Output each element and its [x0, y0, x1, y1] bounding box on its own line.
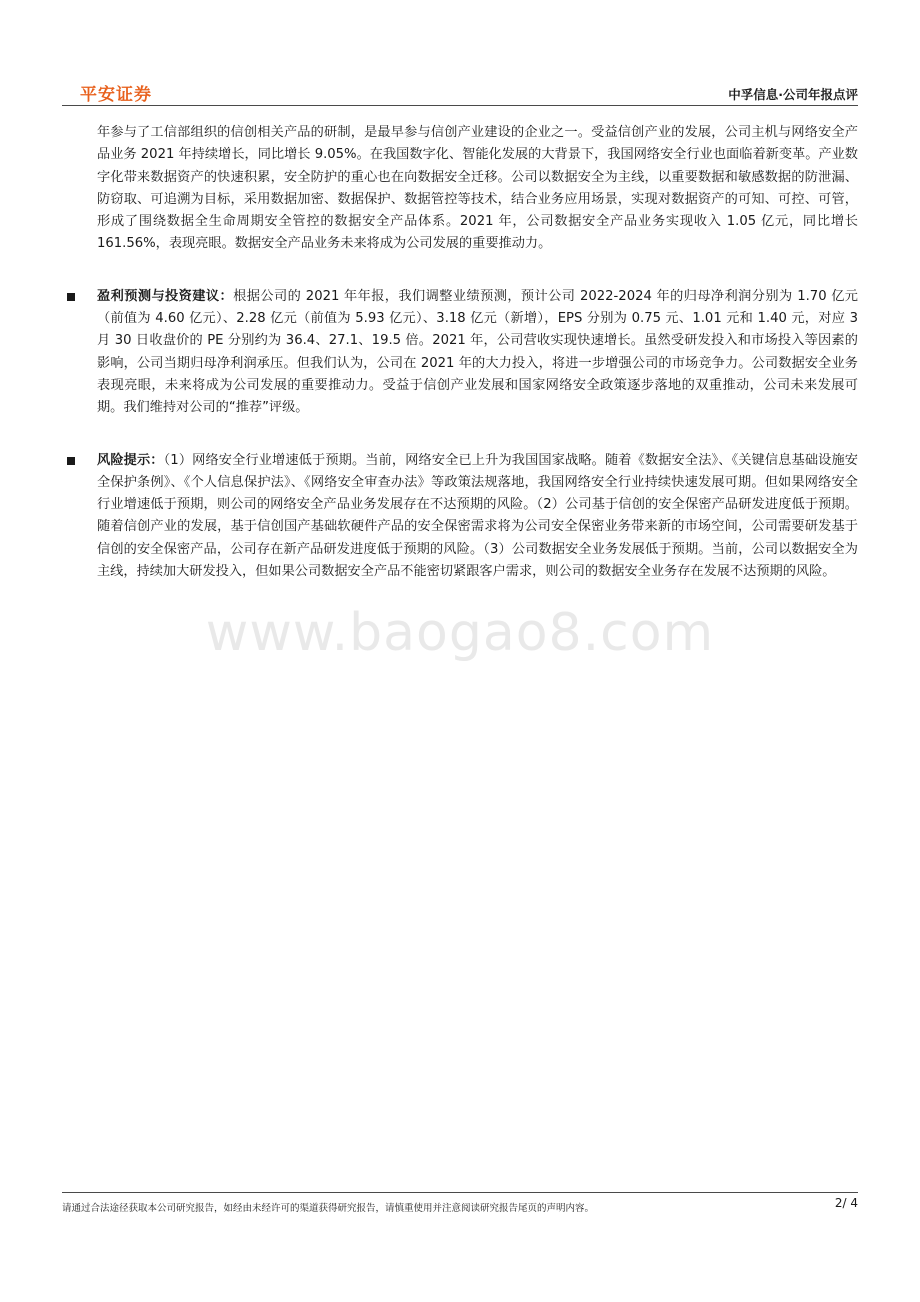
forecast-text: 根据公司的 2021 年年报，我们调整业绩预测，预计公司 2022-2024 年的归母净利润分别为 1.70 亿元（前值为 4.60 亿元）、2.28 亿元（前值为 5.93 亿元）、3.18 亿元（新增），EPS 分别为 0.75 元、1.01 元和 1.40 元，对应 3 月 30 日收盘价的 PE 分别约为 36.4、27.1、19.5 倍。2021 年，公司营收实现快速增长。虽然受研发投入和市场投入等因素的影响，公司当期归母净利润承压。但我们认为，公司在 2021 年的大力投入，将进一步增强公司的市场竞争力。公司数据安全业务表现亮眼，未来将成为公司发展的重要推动力。受益于信创产业发展和国家网络安全政策逐步落地的双重推动，公司未来发展可期。我们维持对公司的“推荐”评级。	[97, 288, 858, 416]
page-header	[0, 0, 920, 110]
forecast-heading: 盈利预测与投资建议：	[97, 288, 234, 304]
risk-heading: 风险提示：	[97, 452, 164, 468]
watermark: www.baogao8.com	[205, 603, 715, 663]
bullet-square-icon	[67, 457, 75, 465]
forecast-paragraph	[97, 286, 858, 420]
risk-text: （1）网络安全行业增速低于预期。当前，网络安全已上升为我国国家战略。随着《数据安全法》、《关键信息基础设施安全保护条例》、《个人信息保护法》、《网络安全审查办法》等政策法规落地，我国网络安全行业持续快速发展可期。但如果网络安全行业增速低于预期，则公司的网络安全产品业务发展存在不达预期的风险。（2）公司基于信创的安全保密产品研发进度低于预期。随着信创产业的发展，基于信创国产基础软硬件产品的安全保密需求将为公司安全保密业务带来新的市场空间，公司需要研发基于信创的安全保密产品，公司存在新产品研发进度低于预期的风险。（3）公司数据安全业务发展低于预期。当前，公司以数据安全为主线，持续加大研发投入，但如果公司数据安全产品不能密切紧跟客户需求，则公司的数据安全业务存在发展不达预期的风险。	[97, 452, 858, 580]
report-body	[0, 122, 920, 613]
bullet-square-icon	[67, 293, 75, 301]
footer-disclaimer: 请通过合法途径获取本公司研究报告，如经由未经许可的渠道获得研究报告，请慎重使用并注意阅读研究报告尾页的声明内容。	[62, 1203, 595, 1214]
page-number: 2/ 4	[834, 1196, 858, 1210]
footer-divider	[62, 1192, 858, 1193]
report-type-label: 中孚信息·公司年报点评	[728, 87, 858, 102]
header-divider	[62, 105, 858, 106]
business-paragraph: 年参与了工信部组织的信创相关产品的研制，是最早参与信创产业建设的企业之一。受益信创产业的发展，公司主机与网络安全产品业务 2021 年持续增长，同比增长 9.05%。在我国数字化、智能化发展的大背景下，我国网络安全行业也面临着新变革。产业数字化带来数据资产的快速积累，安全防护的重心也在向数据安全迁移。公司以数据安全为主线，以重要数据和敏感数据的防泄漏、防窃取、可追溯为目标，采用数据加密、数据保护、数据管控等技术，结合业务应用场景，实现对数据资产的可知、可控、可管，形成了围绕数据全生命周期安全管控的数据安全产品体系。2021 年，公司数据安全产品业务实现收入 1.05 亿元，同比增长 161.56%，表现亮眼。数据安全产品业务未来将成为公司发展的重要推动力。	[97, 125, 858, 252]
risk-paragraph	[97, 450, 858, 584]
brand-logo: 平安证券	[80, 85, 152, 105]
